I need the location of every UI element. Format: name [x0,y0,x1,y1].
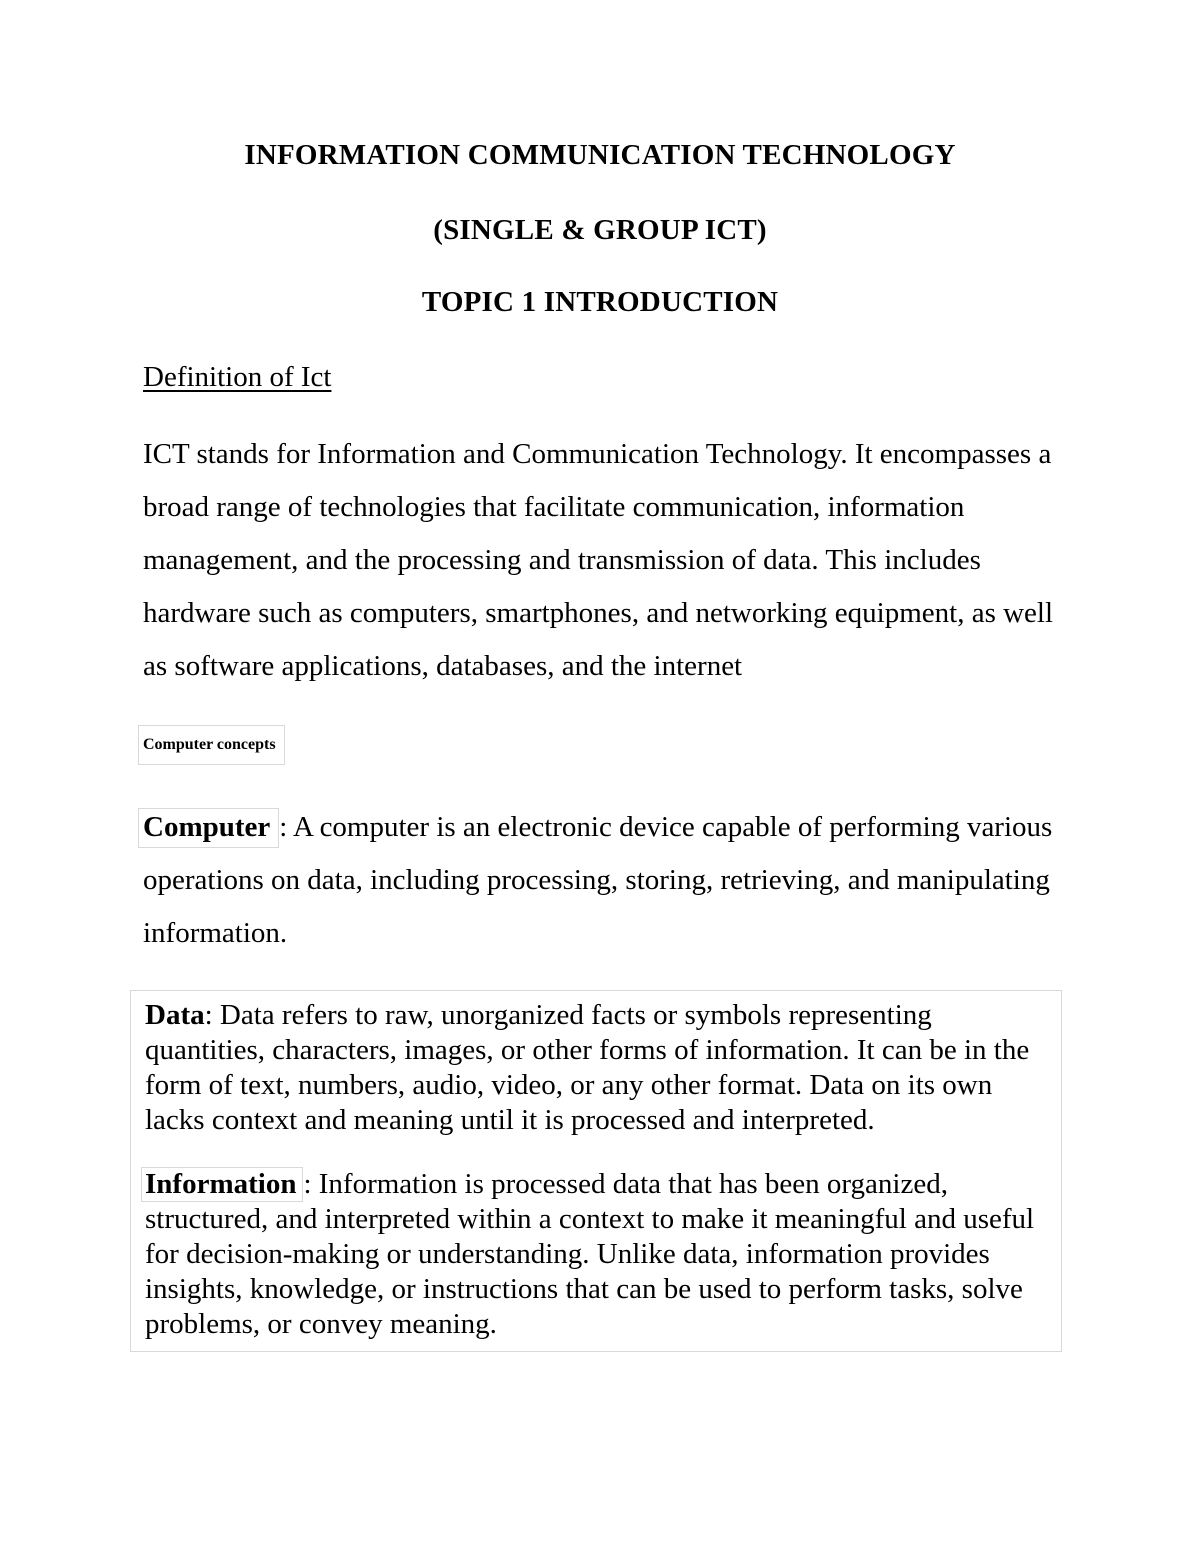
data-definition-text: : Data refers to raw, unorganized facts or symbols representing quantities, characters, images, or other forms of information. It can be in the form of text, numbers, audio, video, or any other format. Data on its own lacks context and meaning until it is processed and interpreted. [145,999,1030,1136]
information-definition-paragraph [145,1167,1047,1342]
computer-concepts-heading [143,725,1057,765]
ict-definition-paragraph: ICT stands for Information and Communication Technology. It encompasses a broad range of technologies that facilitate communication, information management, and the processing and transmission of data. This includes hardware such as computers, smartphones, and networking equipment, as well as software applications, databases, and the internet [143,438,1054,682]
computer-concepts-label: Computer concepts [138,725,285,765]
topic-heading: TOPIC 1 INTRODUCTION [421,286,779,318]
information-term: Information [141,1167,303,1202]
information-definition-text: : Information is processed data that has been organized, structured, and interpreted within a context to make it meaningful and useful for decision-making or understanding. Unlike data, information provides insights, knowledge, or instructions that can be used to perform tasks, solve problems, or convey meaning. [145,1168,1035,1340]
document-subtitle: (SINGLE & GROUP ICT) [433,214,767,246]
computer-definition-text: : A computer is an electronic device capable of performing various operations on data, including processing, storing, retrieving, and manipulating information. [143,811,1053,949]
data-term: Data [145,999,205,1031]
computer-definition-paragraph [143,801,1057,960]
section-heading-definition-of-ict: Definition of Ict [143,361,332,393]
data-information-definition-box [130,990,1062,1352]
computer-term: Computer [138,808,279,848]
data-definition-paragraph [145,998,1047,1138]
document-title: INFORMATION COMMUNICATION TECHNOLOGY [244,139,956,171]
